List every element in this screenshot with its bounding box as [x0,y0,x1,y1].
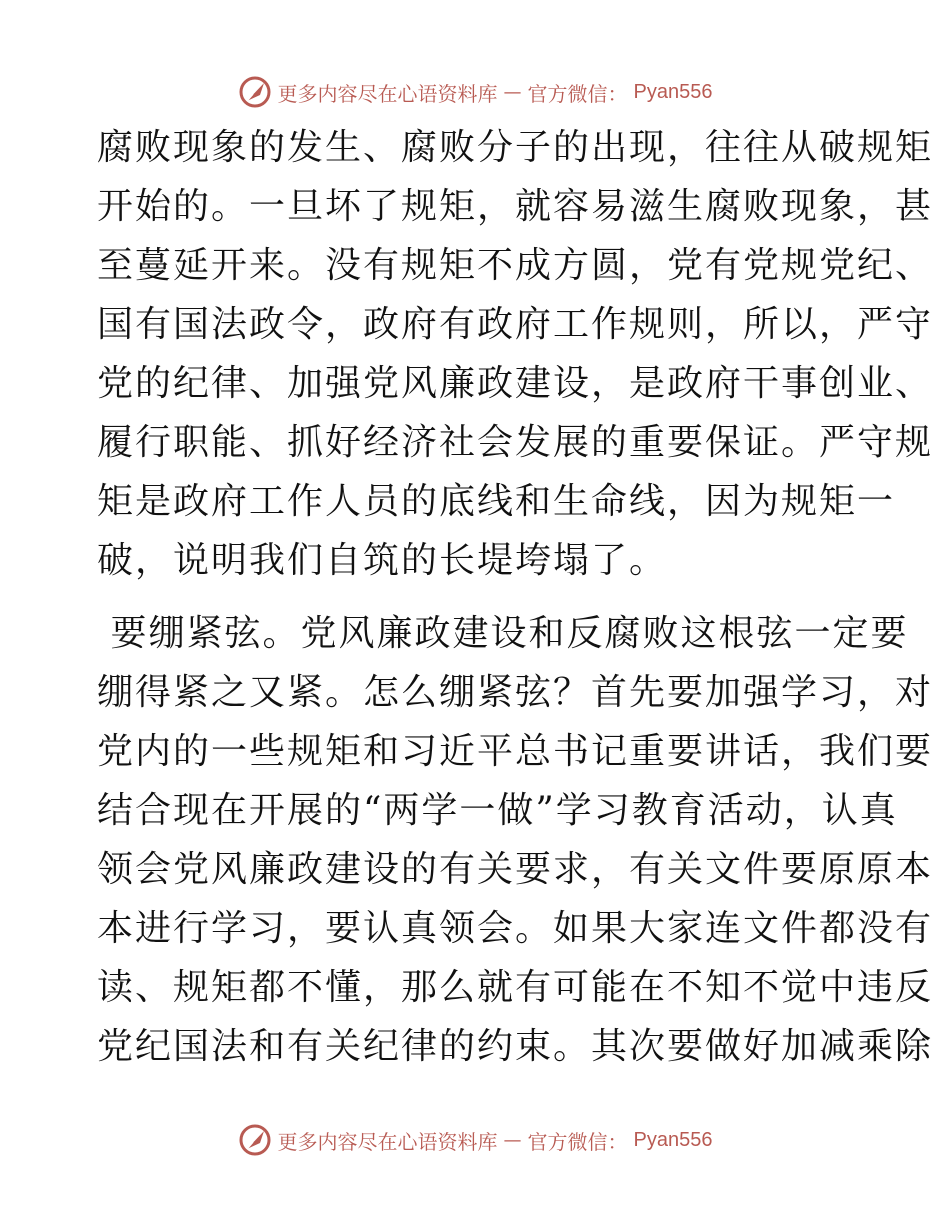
text-line: 党纪国法和有关纪律的约束。其次要做好加减乘除 [97,1026,934,1067]
paragraph-gap [97,590,857,604]
text-line: 矩是政府工作人员的底线和生命线，因为规矩一 [97,481,896,522]
text-line: 腐败现象的发生、腐败分子的出现，往往从破规矩 [97,127,934,168]
text-line: 要绷紧弦。党风廉政建设和反腐败这根弦一定要 [97,613,909,654]
text-line: 领会党风廉政建设的有关要求，有关文件要原原本 [97,849,934,890]
banner-separator: — [503,81,522,103]
text-line: 至蔓延开来。没有规矩不成方圆，党有党规党纪、 [97,245,934,286]
text-line: 党内的一些规矩和习近平总书记重要讲话，我们要 [97,731,934,772]
text-line: 国有国法政令，政府有政府工作规则，所以，严守 [97,304,934,345]
banner-wechat-id: Pyan556 [633,1128,713,1151]
banner-text: 更多内容尽在心语资料库 [277,81,498,106]
text-line: 绷得紧之又紧。怎么绷紧弦？首先要加强学习，对 [97,672,934,713]
text-line: 破，说明我们自筑的长堤垮塌了。 [97,540,668,581]
paragraph-2 [97,604,934,1076]
banner-text: 更多内容尽在心语资料库 [277,1129,498,1154]
paragraph-1 [97,118,934,590]
quill-logo-icon [238,1123,272,1157]
banner-wechat-label: 官方微信： [527,81,628,106]
banner-separator: — [503,1129,522,1151]
banner-wechat-id: Pyan556 [633,80,713,103]
banner-wechat-label: 官方微信： [527,1129,628,1154]
text-line: 党的纪律、加强党风廉政建设，是政府干事创业、 [97,363,934,404]
text-line: 本进行学习，要认真领会。如果大家连文件都没有 [97,908,934,949]
text-line: 履行职能、抓好经济社会发展的重要保证。严守规 [97,422,934,463]
text-line: 开始的。一旦坏了规矩，就容易滋生腐败现象，甚 [97,186,934,227]
text-line: 读、规矩都不懂，那么就有可能在不知不觉中违反 [97,967,934,1008]
quill-logo-icon [238,75,272,109]
page-header-banner [0,72,950,112]
document-body [97,118,934,1076]
text-line: 结合现在开展的“两学一做”学习教育活动，认真 [97,790,898,831]
page-footer-banner [0,1120,950,1160]
